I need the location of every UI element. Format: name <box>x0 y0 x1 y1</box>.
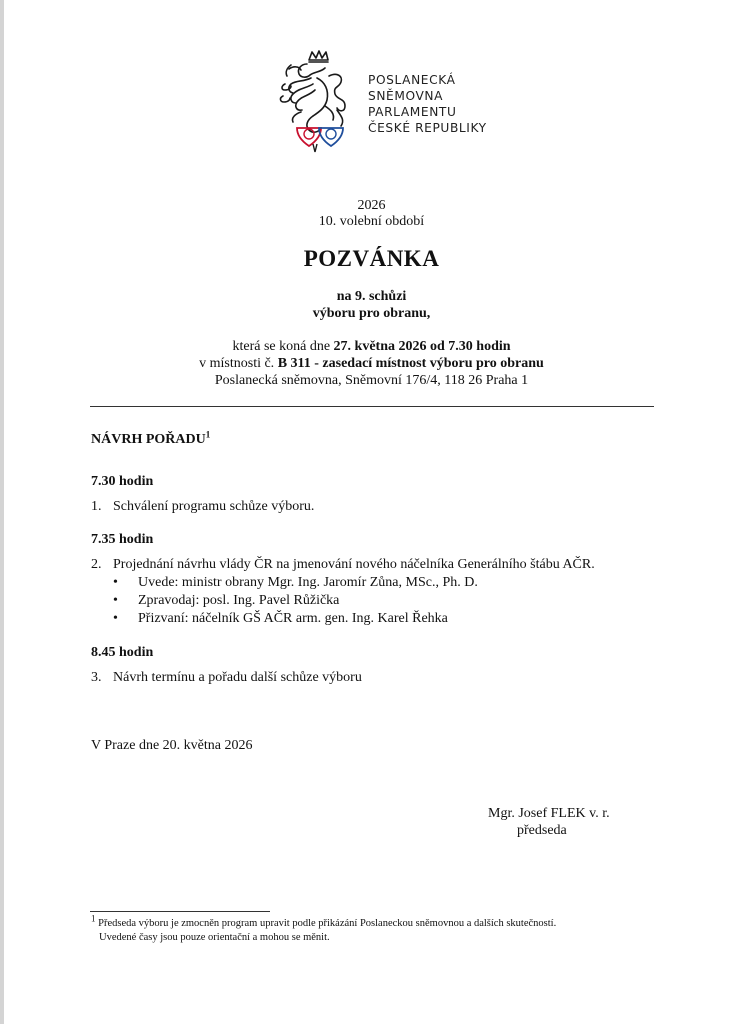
page-edge <box>0 0 4 1024</box>
header-divider <box>90 406 654 407</box>
logo-wordmark <box>368 72 487 136</box>
meeting-room: B 311 - zasedací místnost výboru pro obranu <box>277 356 544 371</box>
document-title: POZVÁNKA <box>303 246 440 271</box>
logo-line: PARLAMENTU <box>368 105 457 119</box>
agenda-bullet <box>113 592 339 610</box>
agenda-item <box>91 498 314 516</box>
agenda-time: 7.30 hodin <box>91 474 154 489</box>
agenda-bullet <box>113 574 478 592</box>
meeting-address: Poslanecká sněmovna, Sněmovní 176/4, 118 26 Praha 1 <box>214 373 529 388</box>
agenda-item-text: Schválení programu schůze výboru. <box>113 499 315 514</box>
year: 2026 <box>357 198 386 213</box>
logo-line: SNĚMOVNA <box>368 89 444 103</box>
agenda-item-number: 3. <box>91 670 102 685</box>
bullet-icon: • <box>113 593 118 608</box>
meeting-number: na 9. schůzi <box>336 289 407 304</box>
agenda-item-text: Projednání návrhu vlády ČR na jmenování nového náčelníka Generálního štábu AČR. <box>113 557 595 572</box>
agenda-item <box>91 669 362 687</box>
footnote-ref: 1 <box>205 429 211 440</box>
meeting-date-line <box>0 338 743 356</box>
bullet-icon: • <box>113 575 118 590</box>
agenda-item-number: 2. <box>91 557 102 572</box>
bullet-icon: • <box>113 611 118 626</box>
agenda-heading-text: NÁVRH POŘADU <box>91 432 206 447</box>
footnote-divider <box>90 911 270 912</box>
signature-name: Mgr. Josef FLEK v. r. <box>488 806 610 821</box>
agenda-item-text: Návrh termínu a pořadu další schůze výboru <box>113 670 362 685</box>
date-prefix: která se koná dne <box>232 339 334 354</box>
footnote-line-2: Uvedené časy jsou pouze orientační a mohou se měnit. <box>99 932 330 943</box>
logo-line: ČESKÉ REPUBLIKY <box>368 121 487 135</box>
footnote-line-1 <box>91 913 557 931</box>
signature-role: předseda <box>517 823 567 838</box>
agenda-heading <box>91 431 210 449</box>
electoral-period: 10. volební období <box>318 214 425 229</box>
meeting-datetime: 27. května 2026 od 7.30 hodin <box>333 339 511 354</box>
room-prefix: v místnosti č. <box>199 356 278 371</box>
bullet-text: Uvede: ministr obrany Mgr. Ing. Jaromír Zůna, MSc., Ph. D. <box>138 575 478 590</box>
parliament-emblem-logo <box>279 50 351 154</box>
agenda-time: 8.45 hodin <box>91 645 154 660</box>
agenda-item <box>91 556 595 574</box>
committee-name: výboru pro obranu, <box>312 306 431 321</box>
footnote-mark: 1 <box>91 913 96 924</box>
bullet-text: Přizvaní: náčelník GŠ AČR arm. gen. Ing. Karel Řehka <box>138 611 448 626</box>
agenda-bullet <box>113 610 448 628</box>
place-date: V Praze dne 20. května 2026 <box>91 738 253 753</box>
bullet-text: Zpravodaj: posl. Ing. Pavel Růžička <box>138 593 340 608</box>
footnote-text: Předseda výboru je zmocněn program upravit podle přikázání Poslaneckou sněmovnou a dalších skutečností. <box>95 918 557 929</box>
logo-line: POSLANECKÁ <box>368 73 456 87</box>
agenda-item-number: 1. <box>91 499 102 514</box>
agenda-time: 7.35 hodin <box>91 532 154 547</box>
meeting-room-line <box>0 355 743 373</box>
